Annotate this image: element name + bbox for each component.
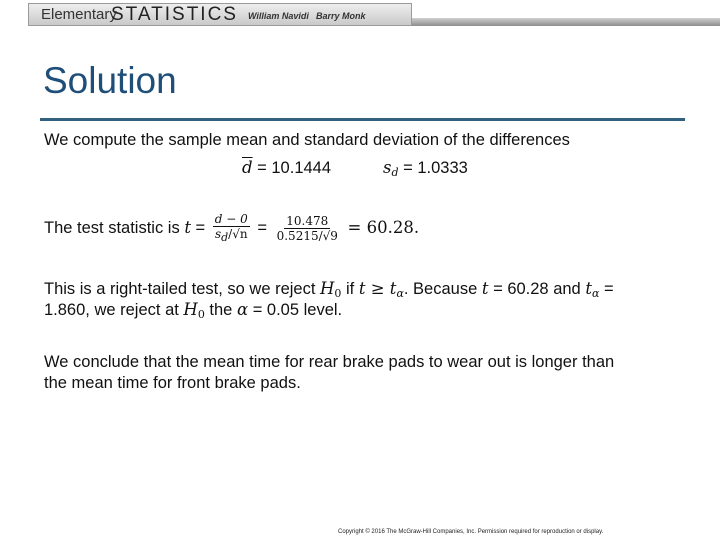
dbar-value: = 10.1444 [257,159,332,177]
dbar-symbol: $\overline{d}$ [242,158,253,177]
conclusion-line-2: the mean time for front brake pads. [44,374,301,392]
equals-sign-2: = [257,218,268,237]
test-statistic-line [44,212,419,245]
h0-symbol: $H_0$ [320,279,342,300]
alpha-symbol: α [236,300,249,319]
book-header-banner [28,3,412,26]
sd-symbol: s [383,158,392,177]
h0-symbol-2: $H_0$ [183,300,205,321]
intro-text: We compute the sample mean and standard deviation of the differences [44,131,570,149]
t-symbol: t [481,279,489,298]
rt2-text-c: = 0.05 level. [252,301,343,319]
t-variable: t [184,217,191,237]
author-name-2: Barry Monk [316,11,366,21]
title-divider [40,118,685,121]
rt-text-b: if [346,280,355,298]
author-name-1: William Navidi [248,11,309,21]
conclusion-line-1: We conclude that the mean time for rear brake pads to wear out is longer than [44,353,615,371]
rt-text-e: = [603,280,614,298]
statistic-formula-fraction [213,212,250,245]
equals-sign: = [195,218,206,237]
dbar-expression [242,158,331,178]
sd-subscript: d [391,166,399,179]
book-title-statistics: STATISTICS [111,4,238,25]
rt-text-a: This is a right-tailed test, so we reject [44,280,316,298]
header-bar-decoration [412,18,720,26]
book-title-elementary: Elementary [41,6,117,23]
rt-text-d: = 60.28 and [493,280,581,298]
t-ge-talpha: $t \ge t_\alpha$ [358,279,404,300]
statistic-value-fraction [275,214,340,243]
formula-numerator: d − 0 [214,212,248,226]
t-alpha-symbol: $t_\alpha$ [585,279,600,300]
value-denominator: 0.5215/√9 [276,229,338,243]
rt-text-c: . Because [403,280,478,298]
sd-expression [383,158,468,179]
value-numerator: 10.478 [286,214,329,228]
copyright-footer: Copyright © 2016 The McGraw-Hill Companies, Inc. Permission required for reproduction or display. [338,529,604,535]
test-statistic-intro: The test statistic is [44,218,180,237]
rt2-text-b: the [209,301,233,319]
formula-denominator: sd/√n [214,227,248,244]
slide-title: Solution [43,60,177,101]
rt2-text-a: 1.860, we reject at [44,301,179,319]
sd-value: = 1.0333 [403,159,468,177]
t-result: = 60.28. [347,217,420,237]
right-tailed-line-1 [44,279,614,300]
right-tailed-line-2 [44,300,342,321]
